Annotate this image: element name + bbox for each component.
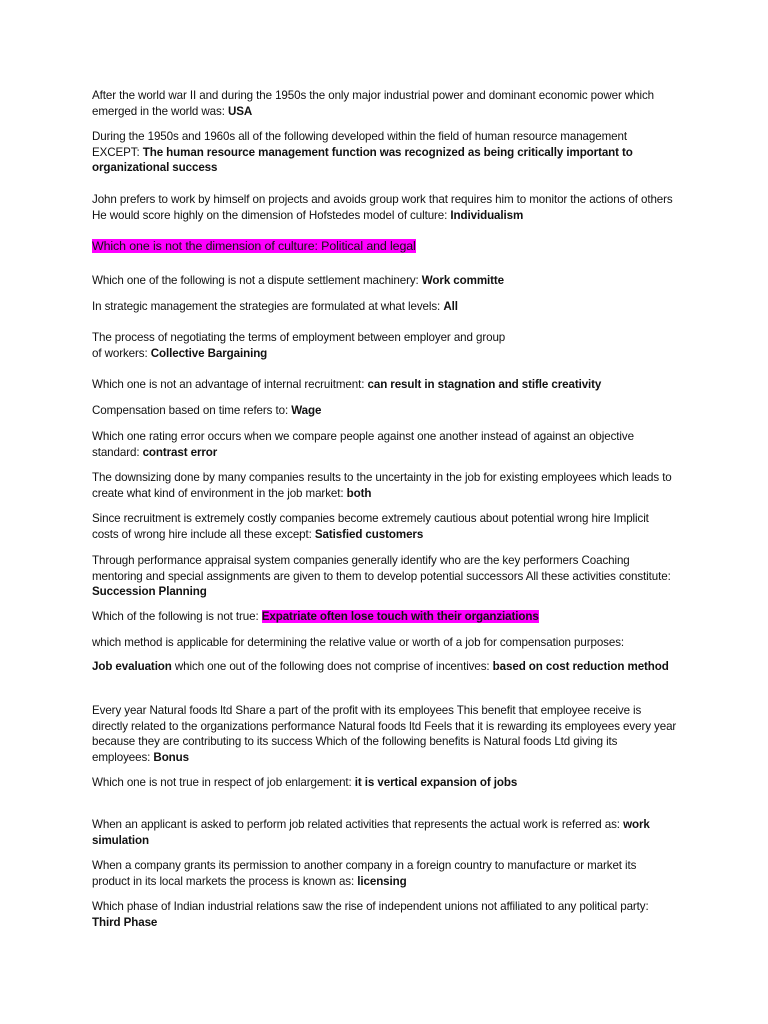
question-text: of workers: (92, 346, 151, 360)
question-text: Compensation based on time refers to: (92, 404, 292, 417)
qa-item-highlighted (92, 239, 677, 255)
answer-text: Individualism (450, 208, 524, 222)
question-text: Every year Natural foods ltd Share a part of the profit with its employees This benefit that employee receive is directly related to the organizations performance Natural foods ltd Feels that it is rewarding its employees every year because they are contributing to its success Which of the following benefits is Natural foods Ltd giving its employees: (92, 704, 677, 764)
qa-item (92, 511, 677, 542)
qa-item (92, 609, 677, 625)
qa-item (92, 330, 677, 361)
answer-text: Job evaluation (92, 660, 172, 673)
answer-text: Succession Planning (92, 585, 207, 599)
question-text: The downsizing done by many companies results to the uncertainty in the job for existing employees which leads to create what kind of environment in the job market: (92, 471, 672, 500)
qa-item (92, 429, 677, 460)
question-text: Through performance appraisal system companies generally identify who are the key performers Coaching mentoring and special assignments are given to them to develop potential successors All these activities constitute: (92, 554, 671, 583)
answer-text: Satisfied customers (314, 527, 424, 541)
answer-text: Work committe (421, 274, 505, 287)
question-text: Which one is not an advantage of internal recruitment: (92, 378, 368, 391)
question-text: After the world war II and during the 1950s the only major industrial power and dominant economic power which emerged in the world was: (92, 89, 655, 118)
answer-text: Third Phase (92, 915, 158, 929)
answer-text: based on cost reduction method (492, 660, 669, 673)
question-text: Which of the following is not true: (92, 610, 262, 623)
answer-text: USA (227, 104, 253, 118)
question-text: When a company grants its permission to another company in a foreign country to manufacture or market its product in its local markets the process is known as: (92, 859, 637, 888)
qa-item (92, 88, 677, 119)
qa-item (92, 192, 677, 223)
qa-item (92, 403, 677, 419)
answer-text: work simulation (92, 818, 650, 847)
answer-text: Bonus (153, 750, 189, 764)
qa-item (92, 899, 677, 930)
answer-text: licensing (357, 874, 407, 888)
qa-item (92, 657, 677, 677)
answer-text: All (443, 300, 458, 313)
question-text: Which phase of Indian industrial relations saw the rise of independent unions not affiliated to any political party: (92, 900, 649, 913)
qa-item (92, 299, 677, 315)
qa-item (92, 129, 677, 176)
question-text: Which one rating error occurs when we compare people against one another instead of against an objective standard: (92, 430, 634, 459)
qa-item (92, 858, 677, 889)
question-text: which one out of the following does not comprise of incentives: (171, 660, 493, 673)
answer-text: Collective Bargaining (150, 346, 268, 360)
highlighted-answer-text: Expatriate often lose touch with their organziations (261, 610, 539, 623)
qa-item (92, 273, 677, 289)
answer-text: can result in stagnation and stifle creativity (367, 378, 602, 391)
question-text: John prefers to work by himself on projects and avoids group work that requires him to monitor the actions of others He would score highly on the dimension of Hofstedes model of culture: (92, 193, 673, 222)
qa-item (92, 553, 677, 600)
question-text: The process of negotiating the terms of employment between employer and group (92, 331, 506, 344)
qa-item (92, 703, 677, 765)
question-text: which method is applicable for determining the relative value or worth of a job for compensation purposes: (92, 636, 625, 649)
question-text: Which one is not true in respect of job enlargement: (92, 776, 355, 789)
question-text: In strategic management the strategies are formulated at what levels: (92, 300, 444, 313)
qa-item (92, 775, 677, 791)
answer-text: it is vertical expansion of jobs (354, 776, 518, 789)
qa-item (92, 470, 677, 501)
answer-text: Wage (291, 404, 322, 417)
qa-item (92, 377, 677, 393)
answer-text: both (346, 486, 372, 500)
question-text: When an applicant is asked to perform job related activities that represents the actual work is referred as: (92, 818, 624, 831)
answer-text: contrast error (142, 445, 218, 459)
qa-item (92, 635, 677, 651)
question-text: Since recruitment is extremely costly companies become extremely cautious about potential wrong hire Implicit costs of wrong hire include all these except: (92, 512, 649, 541)
answer-text: The human resource management function was recognized as being critically important to organizational success (92, 145, 633, 175)
question-text: During the 1950s and 1960s all of the following developed within the field of human resource management EXCEPT: (92, 130, 627, 159)
qa-item (92, 817, 677, 848)
question-text: Which one of the following is not a dispute settlement machinery: (92, 274, 422, 287)
highlighted-question-text: Which one is not the dimension of culture: Political and legal (92, 239, 416, 253)
